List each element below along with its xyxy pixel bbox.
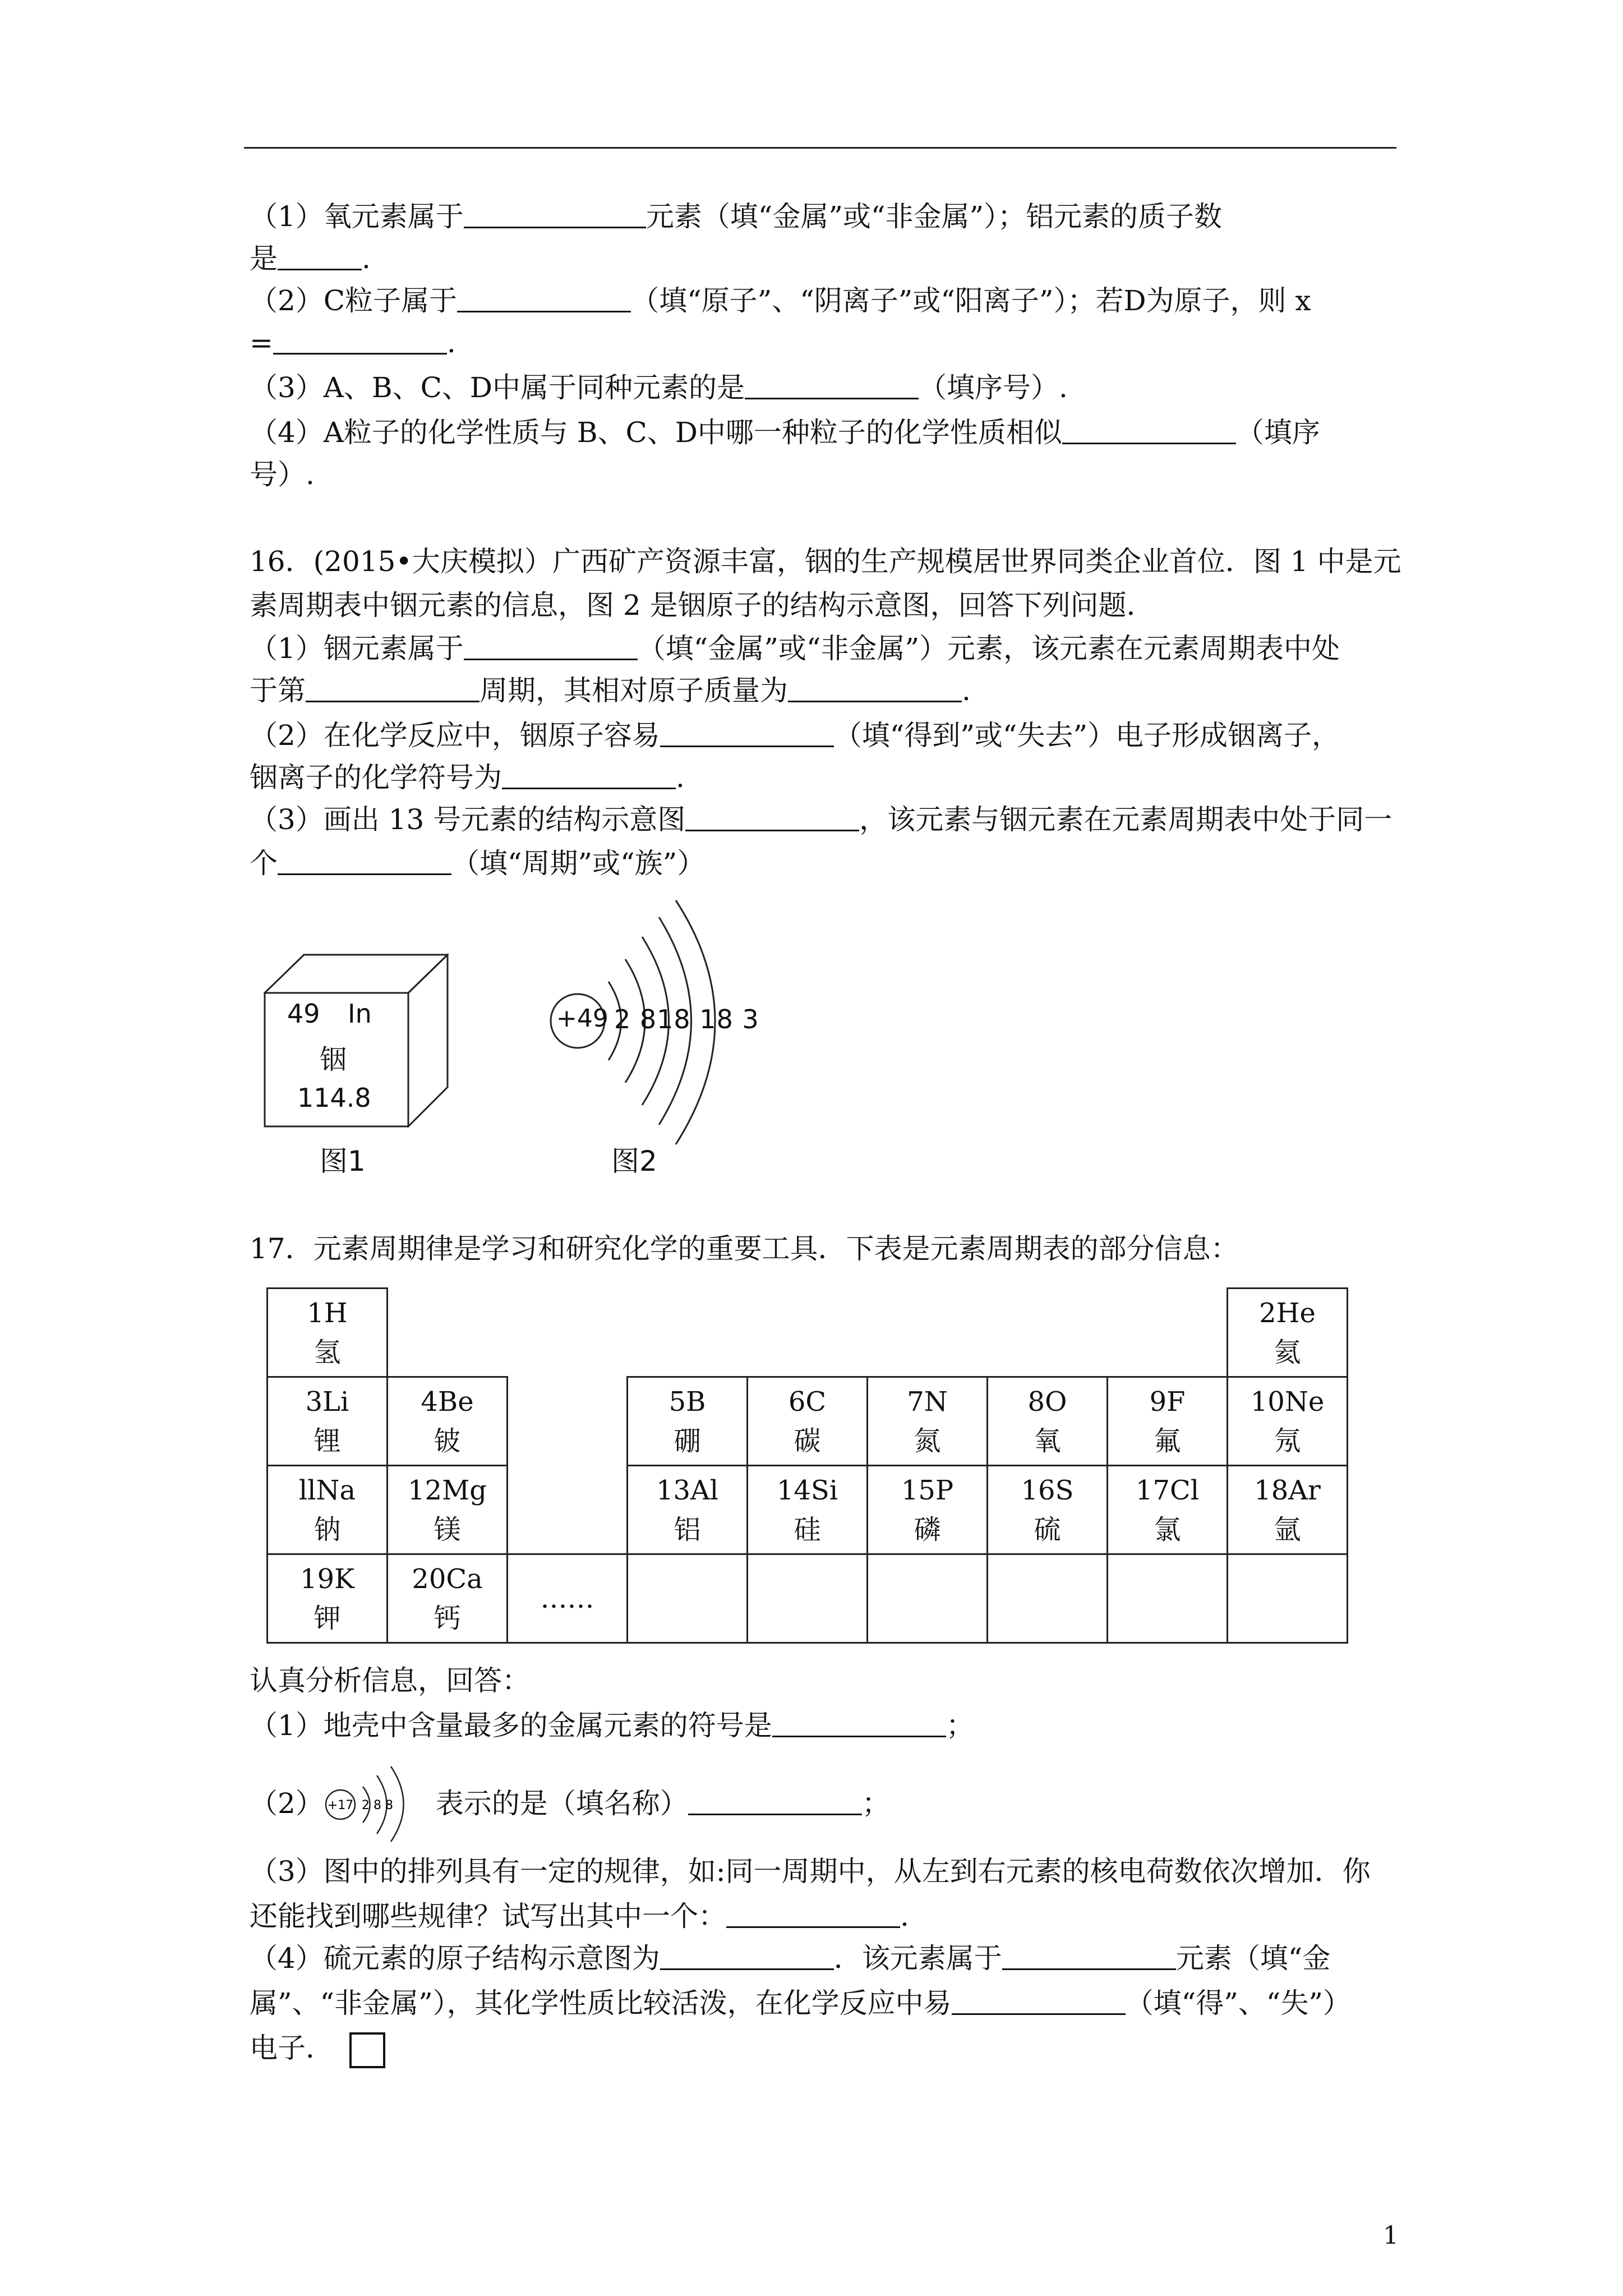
q16-text: （填“金属”或“非金属”）元素，该元素在元素周期表中处 bbox=[637, 632, 1340, 665]
empty-cell bbox=[988, 1554, 1108, 1643]
figure-1-caption: 图1 bbox=[320, 1145, 366, 1177]
element-cell: 6C 碳 bbox=[748, 1377, 868, 1466]
answer-blank[interactable] bbox=[502, 762, 676, 789]
shell-electrons: 2 818 18 3 bbox=[614, 1004, 759, 1034]
answer-blank[interactable] bbox=[278, 243, 362, 270]
element-cell: 1H 氢 bbox=[268, 1289, 388, 1377]
answer-blank[interactable] bbox=[660, 720, 834, 747]
q15-text: （2）C粒子属于 bbox=[250, 284, 458, 317]
q16-text: 铟离子的化学符号为 bbox=[250, 761, 502, 794]
q17-part-4-end bbox=[250, 2031, 385, 2068]
answer-blank[interactable] bbox=[788, 675, 962, 702]
periodic-table bbox=[266, 1287, 1348, 1644]
nucleus-charge: +49 bbox=[556, 1004, 608, 1033]
q17-text: 电子． bbox=[250, 2032, 334, 2064]
answer-blank[interactable] bbox=[278, 848, 451, 875]
q16-text: （3）画出 13 号元素的结构示意图 bbox=[250, 803, 686, 836]
ion-shells-text: 2 8 8 bbox=[361, 1798, 393, 1812]
element-cell: 8O 氧 bbox=[988, 1377, 1108, 1466]
element-cell: 12Mg 镁 bbox=[388, 1466, 508, 1554]
q15-text: （填序 bbox=[1235, 416, 1320, 449]
element-cell: 18Ar 氩 bbox=[1228, 1466, 1348, 1554]
q17-part-1 bbox=[250, 1708, 974, 1743]
figure-2-caption: 图2 bbox=[611, 1145, 657, 1177]
q17-text: （1）地壳中含量最多的金属元素的符号是 bbox=[250, 1709, 772, 1742]
q15-line-5 bbox=[250, 370, 1068, 405]
answer-blank[interactable] bbox=[1002, 1943, 1176, 1970]
q17-text: . bbox=[900, 1900, 909, 1932]
q17-text: （填“得”、“失”） bbox=[1125, 1987, 1351, 2019]
q15-text: （填“原子”、“阴离子”或“阳离子”）；若D为原子，则 x bbox=[631, 284, 1311, 317]
empty-cell bbox=[1228, 1554, 1348, 1643]
element-cell: 15P 磷 bbox=[868, 1466, 988, 1554]
q17-text: ； bbox=[861, 1787, 890, 1820]
element-cell: 16S 硫 bbox=[988, 1466, 1108, 1554]
element-cell: 13Al 铝 bbox=[628, 1466, 748, 1554]
q17-text: （2） bbox=[250, 1787, 324, 1820]
answer-blank[interactable] bbox=[1062, 417, 1236, 444]
q15-text: 是 bbox=[250, 242, 278, 275]
q16-part-1 bbox=[250, 631, 1340, 666]
element-cell: 4Be 铍 bbox=[388, 1377, 508, 1466]
q15-text: 号）. bbox=[250, 458, 315, 491]
atomic-mass: 114.8 bbox=[297, 1083, 371, 1113]
q15-line-6 bbox=[250, 415, 1320, 450]
q16-text: ，该元素与铟元素在元素周期表中处于同一 bbox=[859, 803, 1393, 836]
empty-cell bbox=[868, 1554, 988, 1643]
q17-part-3-cont bbox=[250, 1899, 909, 1934]
element-cell: 17Cl 氯 bbox=[1108, 1466, 1228, 1554]
q17-part-4 bbox=[250, 1941, 1330, 1976]
answer-blank[interactable] bbox=[726, 1901, 900, 1928]
q16-text: 个 bbox=[250, 847, 278, 880]
element-cell: 3Li 锂 bbox=[268, 1377, 388, 1466]
checkbox[interactable] bbox=[349, 2032, 385, 2068]
q17-text: 属”、“非金属”），其化学性质比较活泼，在化学反应中易 bbox=[250, 1987, 952, 2019]
q16-text: （1）铟元素属于 bbox=[250, 632, 464, 665]
answer-blank[interactable] bbox=[464, 633, 638, 660]
q17-part-3: （3）图中的排列具有一定的规律，如:同一周期中，从左到右元素的核电荷数依次增加．你 bbox=[250, 1855, 1371, 1888]
q16-text: . bbox=[962, 674, 971, 707]
element-cell: 20Ca 钙 bbox=[388, 1554, 508, 1643]
q17-intro: 17．元素周期律是学习和研究化学的重要工具．下表是元素周期表的部分信息： bbox=[250, 1232, 1239, 1265]
q15-text: （4）A粒子的化学性质与 B、C、D中哪一种粒子的化学性质相似 bbox=[250, 416, 1062, 449]
q16-intro-2: 素周期表中铟元素的信息，图 2 是铟原子的结构示意图，回答下列问题． bbox=[250, 589, 1155, 622]
empty-cell bbox=[1108, 1554, 1228, 1643]
q15-line-1 bbox=[250, 199, 1222, 234]
q15-text: 元素（填“金属”或“非金属”）；铝元素的质子数 bbox=[645, 200, 1223, 233]
q17-part-2 bbox=[250, 1764, 890, 1845]
element-symbol: In bbox=[348, 999, 372, 1029]
q16-intro-1: 16．(2015•大庆模拟）广西矿产资源丰富，铟的生产规模居世界同类企业首位．图 1 中是元 bbox=[250, 545, 1401, 578]
q16-text: 于第 bbox=[250, 674, 306, 707]
answer-blank[interactable] bbox=[273, 327, 447, 355]
q15-text: = bbox=[250, 326, 273, 359]
q17-part-4-cont bbox=[250, 1986, 1351, 2021]
q16-part-2 bbox=[250, 718, 1340, 753]
q16-part-3 bbox=[250, 802, 1392, 837]
table-row bbox=[268, 1466, 1348, 1554]
element-cell: 2He 氦 bbox=[1228, 1289, 1348, 1377]
answer-blank[interactable] bbox=[772, 1710, 946, 1737]
ellipsis-cell: …… bbox=[508, 1554, 628, 1643]
q15-text: （填序号）. bbox=[919, 371, 1068, 404]
q15-text: . bbox=[446, 326, 456, 359]
q17-text: 表示的是（填名称） bbox=[435, 1787, 688, 1820]
element-cell: 10Ne 氖 bbox=[1228, 1377, 1348, 1466]
answer-blank[interactable] bbox=[660, 1943, 834, 1970]
table-row bbox=[268, 1377, 1348, 1466]
element-cell: llNa 钠 bbox=[268, 1466, 388, 1554]
q17-text: ．该元素属于 bbox=[833, 1942, 1002, 1975]
q15-line-4 bbox=[250, 325, 456, 360]
element-cell: 5B 硼 bbox=[628, 1377, 748, 1466]
q15-line-2 bbox=[250, 241, 371, 276]
answer-blank[interactable] bbox=[457, 285, 631, 312]
ion-shell-diagram bbox=[324, 1764, 436, 1843]
element-cell: 19K 钾 bbox=[268, 1554, 388, 1643]
q16-text: 周期，其相对原子质量为 bbox=[479, 674, 788, 707]
q16-part-1-cont bbox=[250, 673, 971, 708]
q16-part-3-cont bbox=[250, 846, 705, 881]
q16-text: （2）在化学反应中，铟原子容易 bbox=[250, 719, 660, 752]
figure-2-atom-diagram bbox=[544, 898, 780, 1156]
element-cell: 7N 氮 bbox=[868, 1377, 988, 1466]
answer-blank[interactable] bbox=[745, 372, 919, 399]
q15-line-7 bbox=[250, 457, 315, 492]
empty-cell bbox=[748, 1554, 868, 1643]
q15-text: （3）A、B、C、D中属于同种元素的是 bbox=[250, 371, 745, 404]
q17-text: 还能找到哪些规律？试写出其中一个： bbox=[250, 1900, 726, 1932]
answer-blank[interactable] bbox=[952, 1987, 1126, 2015]
q16-text: . bbox=[676, 761, 685, 794]
element-cell: 9F 氟 bbox=[1108, 1377, 1228, 1466]
q15-line-3 bbox=[250, 283, 1311, 318]
header-rule bbox=[244, 147, 1396, 149]
q17-text: 元素（填“金 bbox=[1175, 1942, 1331, 1975]
answer-blank[interactable] bbox=[685, 804, 859, 831]
q16-part-2-cont bbox=[250, 760, 685, 795]
empty-cell bbox=[628, 1554, 748, 1643]
table-row bbox=[268, 1554, 1348, 1643]
element-name: 铟 bbox=[320, 1044, 347, 1075]
q15-text: （1）氧元素属于 bbox=[250, 200, 464, 233]
atomic-number: 49 bbox=[287, 999, 320, 1029]
page-number: 1 bbox=[1383, 2221, 1399, 2250]
chlorine-ion-diagram bbox=[324, 1764, 436, 1843]
answer-blank[interactable] bbox=[306, 675, 479, 702]
ion-nucleus-text: +17 bbox=[327, 1798, 354, 1812]
q17-text: ； bbox=[946, 1709, 974, 1742]
answer-blank[interactable] bbox=[688, 1788, 862, 1815]
element-cell: 14Si 硅 bbox=[748, 1466, 868, 1554]
q16-text: （填“周期”或“族”） bbox=[451, 847, 706, 880]
q16-text: （填“得到”或“失去”）电子形成铟离子， bbox=[833, 719, 1340, 752]
q17-text: （4）硫元素的原子结构示意图为 bbox=[250, 1942, 660, 1975]
figure-1-element-card bbox=[264, 954, 449, 1128]
q17-analyze: 认真分析信息，回答： bbox=[250, 1664, 530, 1697]
table-row bbox=[268, 1289, 1348, 1377]
answer-blank[interactable] bbox=[464, 201, 646, 228]
q15-text: . bbox=[362, 242, 371, 275]
